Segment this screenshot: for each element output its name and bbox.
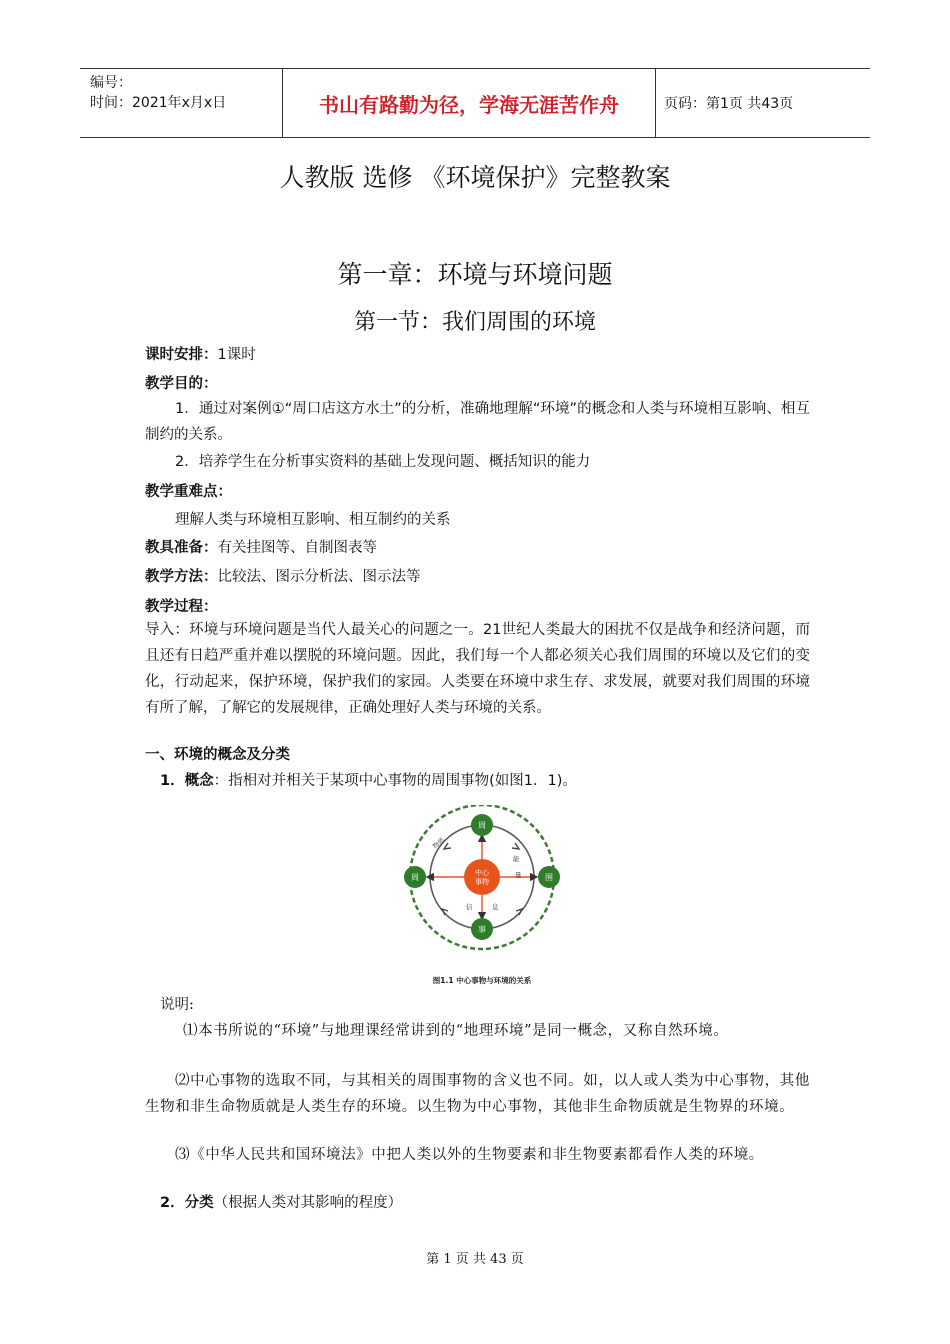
concept-text: ：指相对并相关于某项中心事物的周围事物(如图1．1)。 (213, 773, 577, 789)
header-meta (90, 73, 226, 113)
objective-item: 1．通过对案例①“周口店这方水土”的分析，准确地理解“环境”的概念和人类与环境相互影响、相互制约的关系。 (145, 401, 810, 443)
center-node-label: 中心事物 (475, 869, 489, 886)
page-footer: 第 1 页 共 43 页 (426, 1252, 524, 1267)
note-item: ⑵中心事物的选取不同，与其相关的周围事物的含义也不同。如，以人或人类为中心事物，其他生物和非生命物质就是人类生存的环境。以生物为中心事物，其他非生命物质就是生物界的环境。 (145, 1073, 810, 1115)
key-points-value: 理解人类与环境相互影响、相互制约的关系 (175, 512, 451, 528)
time-label: 时间：2021年x月x日 (90, 95, 227, 111)
cycle-arrowhead (516, 909, 522, 915)
classification-line (160, 1190, 402, 1216)
number-label: 编号： (90, 75, 132, 91)
tools-value: 有关挂图等、自制图表等 (217, 540, 377, 556)
concept-line (160, 768, 577, 794)
header-divider (655, 69, 656, 137)
objectives-label: 教学目的： (145, 376, 218, 392)
material-flow-label: 物质 (431, 836, 447, 851)
energy-flow-label: 能量 (513, 855, 522, 879)
tools-line (145, 535, 377, 561)
node-right-label: 围 (545, 873, 553, 882)
schedule-line (145, 342, 256, 368)
schedule-value: 1课时 (217, 347, 256, 363)
methods-line (145, 564, 421, 590)
environment-diagram (395, 805, 570, 990)
info-flow-label: 信 息 (466, 903, 499, 911)
header-motto: 书山有路勤为径，学海无涯苦作舟 (319, 92, 619, 117)
node-bottom-label: 事 (478, 925, 486, 934)
section-title: 第一节：我们周围的环境 (353, 310, 596, 335)
concept-label: 1．概念 (160, 773, 214, 789)
notes-label: 说明: (160, 997, 194, 1013)
process-intro: 导入：环境与环境问题是当代人最关心的问题之一。21世纪人类最大的困扰不仅是战争和经济问题，而且还有日趋严重并难以摆脱的环境问题。因此，我们每一个人都必须关心我们周围的环境以及它们的变化，行动起来，保护环境，保护我们的家园。人类要在环境中求生存、求发展，就要对我们周围的环境有所了解，了解它的发展规律，正确处理好人类与环境的关系。 (145, 622, 810, 716)
document-title: 人教版 选修 《环境保护》完整教案 (279, 163, 671, 192)
figure-caption: 图1.1 中心事物与环境的关系 (432, 976, 532, 985)
key-points-label: 教学重难点： (145, 484, 232, 500)
note-item: ⑶《中华人民共和国环境法》中把人类以外的生物要素和非生物要素都看作人类的环境。 (175, 1147, 764, 1163)
tools-label: 教具准备： (145, 540, 218, 556)
chapter-title: 第一章：环境与环境问题 (337, 260, 613, 289)
methods-label: 教学方法： (145, 569, 218, 585)
classification-note: （根据人类对其影响的程度） (213, 1195, 403, 1211)
methods-value: 比较法、图示分析法、图示法等 (217, 569, 421, 585)
node-left-label: 周 (411, 873, 419, 882)
note-item: ⑴本书所说的“环境”与地理课经常讲到的“地理环境”是同一概念，又称自然环境。 (183, 1023, 729, 1039)
process-label: 教学过程： (145, 599, 218, 615)
header-page-info: 页码：第1页 共43页 (664, 96, 794, 112)
cycle-arrowhead (444, 843, 451, 849)
node-top-label: 周 (478, 821, 486, 830)
cycle-arrowhead (512, 843, 519, 849)
schedule-label: 课时安排： (145, 347, 218, 363)
objective-item: 2．培养学生在分析事实资料的基础上发现问题、概括知识的能力 (175, 454, 591, 470)
cycle-arrowhead (442, 909, 448, 915)
page-header (80, 68, 870, 138)
center-node (464, 859, 500, 895)
part1-heading: 一、环境的概念及分类 (145, 747, 290, 763)
classification-label: 2．分类 (160, 1195, 214, 1211)
